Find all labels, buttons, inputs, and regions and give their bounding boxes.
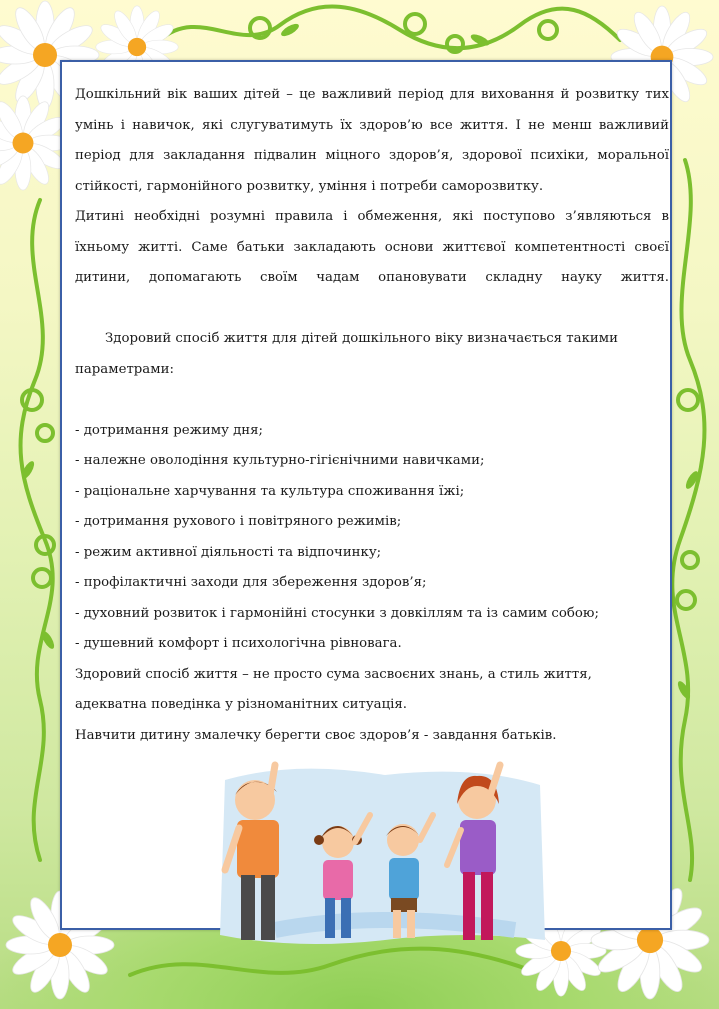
closing-paragraph: Здоровий спосіб життя – не просто сума засвоєних знань, а стиль життя, адекватна поведінка у різноманітних ситуація. [75,666,592,712]
list-item: - раціональне харчування та культура споживання їжі; [75,483,465,499]
list-item: - дотримання рухового і повітряного режимів; [75,514,402,529]
parents-paragraph: Дитині необхідні розумні правила і обмеження, які поступово з’являються в їхньому житті. Саме батьки закладають основи життєвої компетентності своєї дитини, допомагають своїм чадам опановувати складну науку життя. [75,209,669,285]
list-item: - духовний розвиток і гармонійні стосунки з довкіллям та із самим собою; [75,605,599,621]
list-item: - належне оволодіння культурно-гігієнічними навичками; [75,453,485,468]
list-item: - режим активної діяльності та відпочинку; [75,544,382,560]
list-item: - профілактичні заходи для збереження здоров’я; [75,575,427,590]
list-item: - душевний комфорт і психологічна рівновага. [75,636,402,651]
spacer [75,294,669,325]
spacer [75,385,669,416]
parameters-list [75,416,669,660]
list-item: - дотримання режиму дня; [75,422,264,438]
article-text [75,80,669,751]
parameters-intro: Здоровий спосіб життя для дітей дошкільного віку визначається такими параметрами: [75,331,618,377]
family-exercise-illustration [215,760,547,955]
closing-sentence: Навчити дитину змалечку берегти своє здоров’я - завдання батьків. [75,727,557,743]
intro-paragraph: Дошкільний вік ваших дітей – це важливий період для виховання й розвитку тих умінь і навичок, які слугуватимуть їх здоров’ю все життя. І не менш важливий період для закладання підвалин міцного здоров’я, здорової психіки, моральної стійкості, гармонійного розвитку, уміння і потреби саморозвитку. [75,87,669,194]
